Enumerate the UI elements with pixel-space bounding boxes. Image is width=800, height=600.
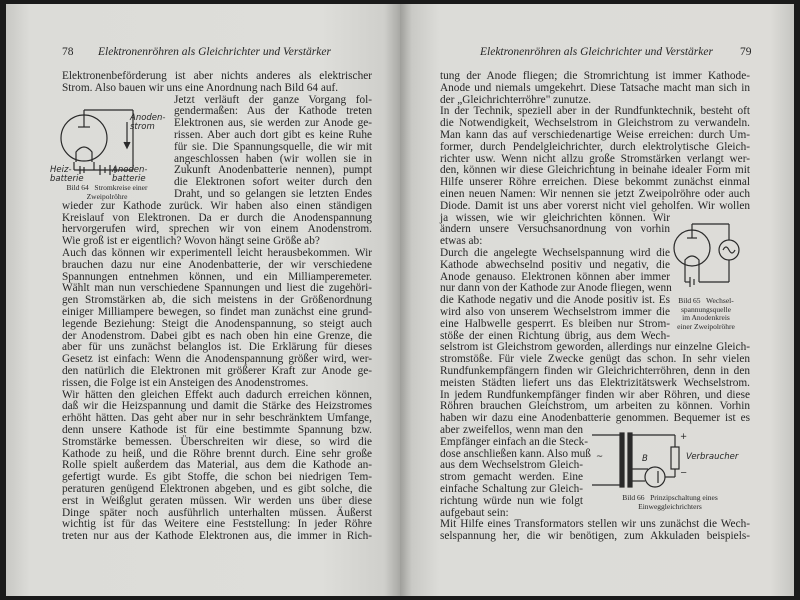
text-line: die Elektronen sofort weiter durch den [174, 176, 372, 189]
text-line: meisten Städten liefert uns das Elektrizitätswerk Wechselstrom. [440, 376, 750, 389]
text-line: In der Technik, speziell aber in der Rundfunktechnik, besteht oft [440, 105, 750, 118]
text-line: rissen, die Folge ist ein Ansteigen des Anodenstromes. [62, 376, 309, 389]
figure-66-caption: Bild 66 Prinzipschaltung eines Einweggleichrichters [622, 493, 718, 511]
text-line: den, können wir diese Gleichrichtung in beinahe idealer Form mit [440, 164, 750, 177]
anode-battery-label: Anoden- batterie [112, 165, 148, 184]
text-line: Diode. Damit ist uns aber vorerst nicht viel geholfen. Wir wollen [440, 199, 750, 212]
text-line: gendermaßen: Aus der Kathode treten [174, 105, 372, 118]
text-line: haben wir dazu eine Anodenbatterie genommen. Bequemer ist es [440, 412, 750, 425]
text-line: Mit Hilfe eines Transformators stellen wir uns zunächst die Wech- [440, 518, 750, 531]
text-line: aufgebaut sein: [440, 506, 509, 519]
figure-65-caption: Bild 65 Wechsel- spannungsquelle im Anodenkreis einer Zweipolröhre [677, 296, 735, 331]
text-line: Wie groß ist er eigentlich? Wovon hängt seine Größe ab? [62, 235, 320, 248]
text-line: Gesetz ist einfach: Wenn die Anodenspannung größer wird, wer- [62, 353, 372, 366]
text-line: richter usw. Wenn nicht allzu große Stromstärken verlangt wer- [440, 152, 750, 165]
text-line: einiger Milliampere bewegen, so findet man zunächst eine grund- [62, 306, 372, 318]
ac-symbol: ~ [596, 452, 604, 462]
text-line: richtung würde nun wie folgt [440, 494, 583, 507]
text-line: wird also von unserem Wechselstrom immer die [440, 306, 670, 318]
text-line: Durch die angelegte Wechselspannung wird die [440, 247, 670, 259]
text-line: erst in Weißglut geraten müssen. Wir werden uns über diese [62, 494, 372, 507]
text-line: stöße der einen Richtung übrig, aus dem Wech- [440, 329, 670, 342]
text-line: Stromstärke bemessen. Überschreiten wir diese, so wird die [62, 435, 372, 448]
text-line: Röhren brauchen Gleichstrom, um arbeiten zu können. Vorhin [440, 400, 750, 413]
text-line: aber zweifellos, wenn man den [440, 424, 583, 436]
text-line: Man kann das auf verschiedenartige Weise erreichen: durch Um- [440, 129, 750, 141]
text-line: die Kathode negativ und die Anode positiv ist. Es [440, 294, 670, 307]
text-line: peraturen genügend Elektronen abgeben, und es gibt solche, die [62, 483, 372, 495]
text-line: daß wir die Heizspannung und damit die Stärke des Heizstromes [62, 400, 372, 413]
text-line: Elektronen aus, sie werden zur Anode ge- [174, 117, 372, 130]
text-line: ja wissen, wie wir gleichrichten können. Wir [440, 211, 670, 224]
text-line: einfache Schaltung zur Gleich- [440, 483, 583, 495]
text-line: die Notwendigkeit, Wechselstrom in Gleichstrom zu verwandeln. [440, 117, 750, 130]
text-line: dose anschließen kann. Also muß [440, 447, 591, 460]
text-line: der „Gleichrichterröhre" zunutze. [440, 93, 592, 106]
text-line: Dinge später noch ausführlich unterhalten müssen. Äußerst [62, 506, 372, 519]
b-label: B [642, 454, 648, 464]
text-line: selstrom ist Gleichstrom geworden, allerdings nur einzelne Gleich- [440, 341, 750, 354]
text-line: legende Beziehung: Steigt die Anodenspannung, so steigt auch [62, 317, 372, 330]
text-line: Zukunft Anodenbatterie nennen), pumpt [174, 164, 372, 177]
text-line: Elektronenbeförderung ist aber nichts anderes als elektrischer [62, 70, 372, 82]
text-line: wieder zur Kathode zurück. Wir haben also einen ständigen [62, 199, 372, 212]
figure-64-diagram [50, 104, 166, 184]
text-line: einen neuen Namen: Wir nennen sie jetzt Zweipolröhre oder auch [440, 188, 750, 200]
text-line: nur dann von der Kathode zur Anode fliegen, wenn [440, 282, 672, 295]
text-line: Draht, und so gelangen sie letzten Endes [174, 188, 372, 200]
text-line: eine Halbwelle gesperrt. Es bleiben nur Strom- [440, 317, 670, 330]
text-line: Empfänger einfach an die Steck- [440, 435, 589, 448]
plus-label: + [680, 432, 688, 442]
text-line: Wir hätten den gleichen Effekt auch dadurch erreichen können, [62, 388, 372, 401]
text-line: Wählt man nun verschiedene Spannungen und liest die zugehöri- [62, 282, 372, 295]
text-line: Kathode abwechselnd positiv und negativ, die [440, 258, 670, 271]
text-line: Kreislauf von Elektronen. Da er durch die Anodenspannung [62, 211, 372, 224]
text-line: tung der Anode fliegen; die Stromrichtung ist immer Kathode- [440, 70, 750, 82]
text-line: erhöht hätten. Das geht aber nur in sehr beschränktem Umfange, [62, 412, 372, 425]
text-line: In jedem Rundfunkempfänger finden wir aber Röhren, und diese [440, 388, 750, 401]
page-number: 78 [62, 46, 74, 58]
text-line: treten nur aus der Kathode Elektronen aus, die immer in Rich- [62, 530, 372, 543]
text-line: denn unsere Kathode ist für eine bestimmte Spannung bzw. [62, 424, 372, 436]
minus-label: − [680, 468, 688, 478]
text-line: aus dem Wechselstrom Gleich- [440, 459, 583, 472]
figure-64-caption: Bild 64 Stromkreise einer Zweipolröhre [66, 183, 148, 201]
text-line: der Anodenstrom. Dabei gibt es nach oben hin eine Grenze, die [62, 329, 372, 342]
running-title: Elektronenröhren als Gleichrichter und Verstärker [98, 46, 331, 58]
text-line: für sie. Die Spannungsquelle, die wir mit [174, 140, 372, 153]
text-line: Anode und niemals umgekehrt. Diese Tatsache macht man sich in [440, 81, 750, 94]
running-title: Elektronenröhren als Gleichrichter und Verstärker [480, 46, 713, 58]
text-line: Anode genauso. Elektronen können aber immer [440, 270, 670, 283]
text-line: brauchen dazu nur eine Anodenbatterie, der wir verschiedene [62, 258, 372, 271]
text-line: strom gemacht werden. Eine [440, 471, 583, 484]
text-line: wichtig ist für das Weitere eine Feststellung: In jeder Röhre [62, 518, 372, 531]
heater-battery-label: Heiz- batterie [50, 165, 84, 184]
figure-65-diagram [672, 222, 742, 294]
right-page [400, 4, 794, 596]
text-line: former, durch Pendelgleichrichter, durch elektrolytische Gleich- [440, 140, 750, 153]
text-line: Spannungen entnehmen können, und ein Milliamperemeter. [62, 270, 372, 283]
text-line: etwas ab: [440, 235, 483, 248]
text-line: Jetzt verläuft der ganze Vorgang fol- [174, 93, 372, 106]
text-line: ändern unsere Versuchsanordnung von vorhin [440, 223, 670, 236]
text-line: Strom. Also bauen wir uns eine Anordnung nach Bild 64 auf. [62, 81, 339, 94]
text-line: angeschlossen haben (wir wollen sie in [174, 152, 372, 165]
left-page [6, 4, 400, 596]
page-number: 79 [740, 46, 752, 58]
text-line: Hilfe unserer Röhre erreichen. Diese bekommt zunächst einmal [440, 176, 750, 189]
text-line: Rolle spielt außerdem das Material, aus dem die Kathode an- [62, 459, 372, 472]
text-line: aber für uns zunächst belanglos ist. Die Erklärung für dieses [62, 341, 372, 354]
text-line: rissen. Aber auch dort gibt es keine Ruhe [174, 129, 372, 141]
text-line: Kathode zu heiß, und die Röhre brennt durch. Eine sehr große [62, 447, 372, 460]
text-line: hervorgerufen wird, sprechen wir von einem Anodenstrom. [62, 223, 372, 236]
text-line: stromstöße. Für viele Zwecke genügt das schon. In sehr vielen [440, 353, 750, 366]
consumer-label: Verbraucher [686, 452, 739, 462]
text-line: gefertigt wurde. Es gibt Stoffe, die schon bei niedrigen Tem- [62, 471, 372, 484]
figure-66-diagram [590, 429, 750, 491]
text-line: Auch das können wir experimentell leicht herausbekommen. Wir [62, 247, 372, 259]
text-line: den natürlich die Elektronen mit größerer Kraft zur Anode ge- [62, 365, 372, 377]
text-line: selspannung her, die wir benötigen, zum Akkuladen beispiels- [440, 530, 750, 543]
text-line: gen Stromstärken ab, die sich meistens in der Größenordnung [62, 294, 372, 307]
anode-current-label: Anoden- strom [130, 113, 166, 132]
text-line: Rundfunkempfängern finden wir Gleichrichterröhren, denn in den [440, 365, 750, 377]
